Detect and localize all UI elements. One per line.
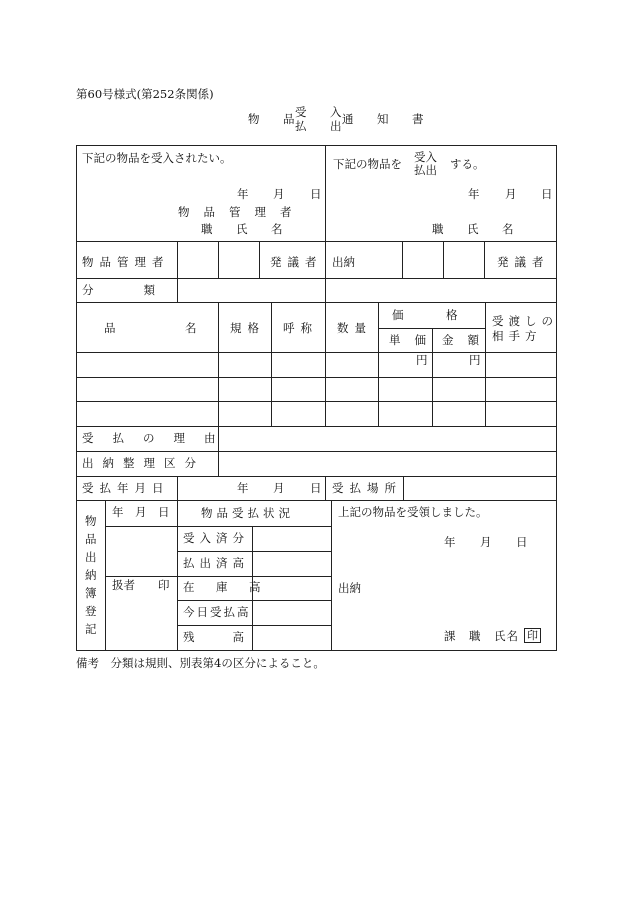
right-prefix: 下記の物品を: [333, 157, 402, 171]
left-manager-label: 物品管理者: [178, 205, 306, 219]
right-receive: 受入: [414, 150, 437, 164]
right-date-day: 日: [541, 187, 553, 201]
header-price: 価 格: [392, 308, 460, 322]
classification-label: 分 類: [82, 283, 164, 297]
issuer-label-left: 発議者: [270, 255, 323, 269]
title-prefix: 物 品: [248, 112, 301, 126]
header-amount: 金額: [442, 333, 493, 347]
receipt-date-day: 日: [516, 535, 528, 549]
header-unit-price: 単価: [389, 333, 440, 347]
header-spec: 規格: [230, 321, 265, 335]
issuer-label-right: 発議者: [497, 255, 550, 269]
left-position-name: 職 氏 名: [201, 222, 289, 236]
manager-label: 物品管理者: [82, 255, 170, 269]
ledger-status-title: 物品受払状況: [201, 506, 294, 520]
transfer-date-label: 受払年月日: [82, 481, 170, 495]
receipt-date-year: 年: [444, 535, 456, 549]
transfer-date-year: 年: [237, 481, 249, 495]
status-received: 受入済分: [183, 531, 249, 545]
status-issued: 払出済高: [183, 556, 249, 570]
remarks: 備考 分類は規則、別表第4の区分によること。: [76, 656, 325, 670]
transfer-date-day: 日: [310, 481, 322, 495]
right-suffix: する。: [450, 157, 485, 171]
header-quantity: 数量: [337, 321, 372, 335]
right-date-month: 月: [505, 187, 517, 201]
seal-box: 印: [524, 628, 541, 643]
left-date-year: 年: [237, 187, 249, 201]
reason-label: 受払の理由: [82, 431, 235, 445]
form-number: 第60号様式(第252条関係): [76, 87, 214, 101]
left-request-text: 下記の物品を受入されたい。: [82, 151, 232, 165]
right-position-name: 職 氏 名: [432, 222, 520, 236]
receipt-date-month: 月: [480, 535, 492, 549]
ledger-side-label: 物品出納簿登記: [85, 514, 97, 636]
title-suffix: 通 知 書: [342, 112, 430, 126]
unit-yen-1: 円: [416, 353, 428, 367]
left-date-day: 日: [310, 187, 322, 201]
receipt-treasurer-label: 出納: [338, 581, 361, 595]
receipt-text: 上記の物品を受領しました。: [338, 505, 488, 519]
header-designation: 呼称: [283, 321, 318, 335]
right-date-year: 年: [468, 187, 480, 201]
title-issue: 払 出: [295, 119, 348, 133]
treasurer-label: 出納: [332, 255, 355, 269]
status-stock: 在 庫 高: [183, 580, 266, 594]
treasury-class-label: 出納整理区分: [82, 456, 205, 470]
title-receive: 受 入: [295, 105, 348, 119]
ledger-date-label: 年 月 日: [112, 505, 170, 519]
left-date-month: 月: [273, 187, 285, 201]
right-issue: 払出: [414, 163, 437, 177]
header-counterparty: 受渡しの 相手方: [492, 314, 558, 343]
status-balance: 残 高: [183, 630, 249, 644]
receipt-section-name: 課 職 氏名: [444, 629, 519, 643]
unit-yen-2: 円: [469, 353, 481, 367]
ledger-handler-label: 扱者 印: [112, 578, 170, 592]
header-item-name: 品 名: [104, 321, 199, 335]
status-today: 今日受払高: [183, 605, 251, 619]
transfer-place-label: 受払場所: [332, 481, 402, 495]
transfer-date-month: 月: [273, 481, 285, 495]
